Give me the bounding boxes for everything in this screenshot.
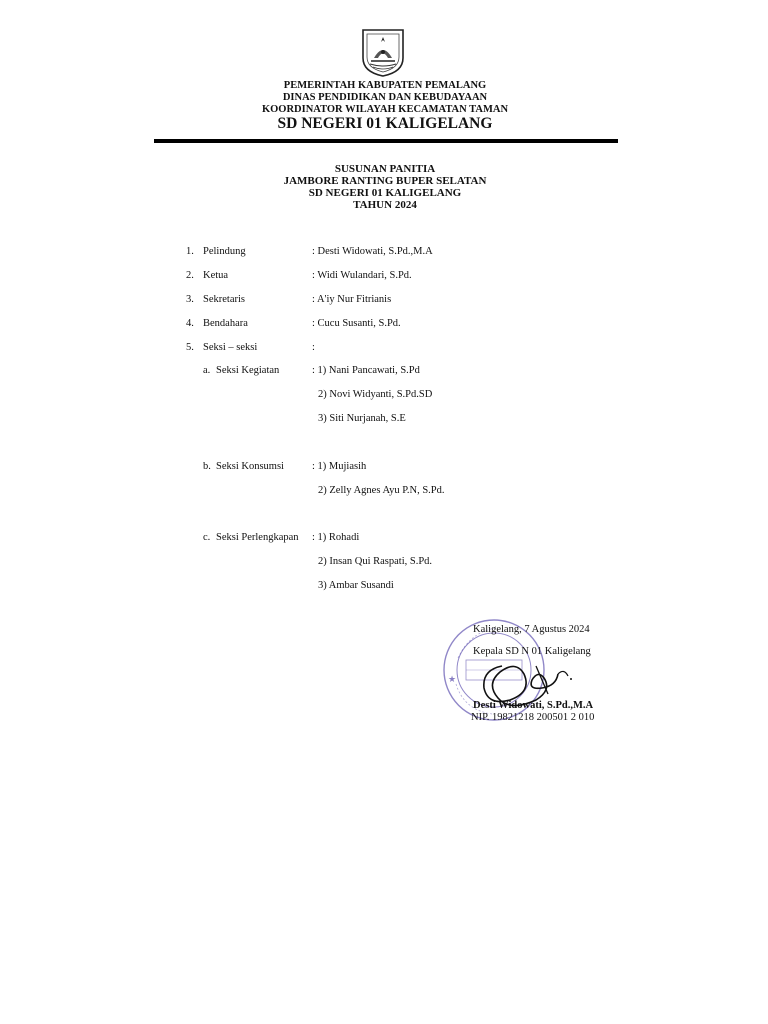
role-label: Pelindung: [203, 246, 246, 257]
section-name: Seksi Konsumsi: [216, 461, 284, 472]
section-member: 2) Zelly Agnes Ayu P.N, S.Pd.: [318, 485, 445, 496]
member-name: : Desti Widowati, S.Pd.,M.A: [312, 246, 433, 257]
signature-block: [440, 618, 600, 736]
event-name: JAMBORE RANTING BUPER SELATAN: [283, 175, 487, 187]
list-number: 4.: [186, 318, 194, 329]
header-government: PEMERINTAH KABUPATEN PEMALANG: [283, 80, 487, 91]
signatory-nip: NIP. 19821218 200501 2 010: [471, 712, 595, 723]
title-year: TAHUN 2024: [353, 199, 417, 211]
section-member: : 1) Nani Pancawati, S.Pd: [312, 365, 420, 376]
section-letter: c.: [203, 532, 211, 543]
role-label: Sekretaris: [203, 294, 245, 305]
signatory-name: Desti Widowati, S.Pd.,M.A: [473, 700, 594, 711]
role-label: Seksi – seksi: [203, 342, 258, 353]
section-name: Seksi Perlengkapan: [216, 532, 299, 543]
member-name: : Widi Wulandari, S.Pd.: [312, 270, 412, 281]
regency-emblem-logo: [359, 28, 407, 78]
document-title: SUSUNAN PANITIA: [334, 163, 436, 175]
list-number: 3.: [186, 294, 194, 305]
svg-text:★: ★: [448, 674, 457, 684]
member-name: : A'iy Nur Fitrianis: [312, 294, 392, 305]
signature-position: Kepala SD N 01 Kaligelang: [473, 646, 591, 657]
section-letter: a.: [203, 365, 211, 376]
member-name: : Cucu Susanti, S.Pd.: [312, 318, 401, 329]
header-department: DINAS PENDIDIKAN DAN KEBUDAYAAN: [282, 92, 488, 103]
section-member: 3) Siti Nurjanah, S.E: [318, 413, 406, 424]
list-number: 5.: [186, 342, 194, 353]
list-number: 1.: [186, 246, 194, 257]
section-letter: b.: [203, 461, 211, 472]
section-member: 2) Novi Widyanti, S.Pd.SD: [318, 389, 433, 400]
section-name: Seksi Kegiatan: [216, 365, 280, 376]
signature-place-date: Kaligelang, 7 Agustus 2024: [473, 624, 590, 635]
section-member: 3) Ambar Susandi: [318, 580, 394, 591]
section-member: : 1) Rohadi: [312, 532, 360, 543]
title-school: SD NEGERI 01 KALIGELANG: [308, 187, 462, 199]
header-divider: [154, 139, 618, 143]
section-member: : 1) Mujiasih: [312, 461, 367, 472]
list-number: 2.: [186, 270, 194, 281]
member-name: :: [312, 342, 315, 353]
role-label: Bendahara: [203, 318, 248, 329]
header-school-name: SD NEGERI 01 KALIGELANG: [277, 115, 493, 132]
header-coordinator: KOORDINATOR WILAYAH KECAMATAN TAMAN: [261, 104, 509, 115]
section-member: 2) Insan Qui Raspati, S.Pd.: [318, 556, 433, 567]
role-label: Ketua: [203, 270, 229, 281]
